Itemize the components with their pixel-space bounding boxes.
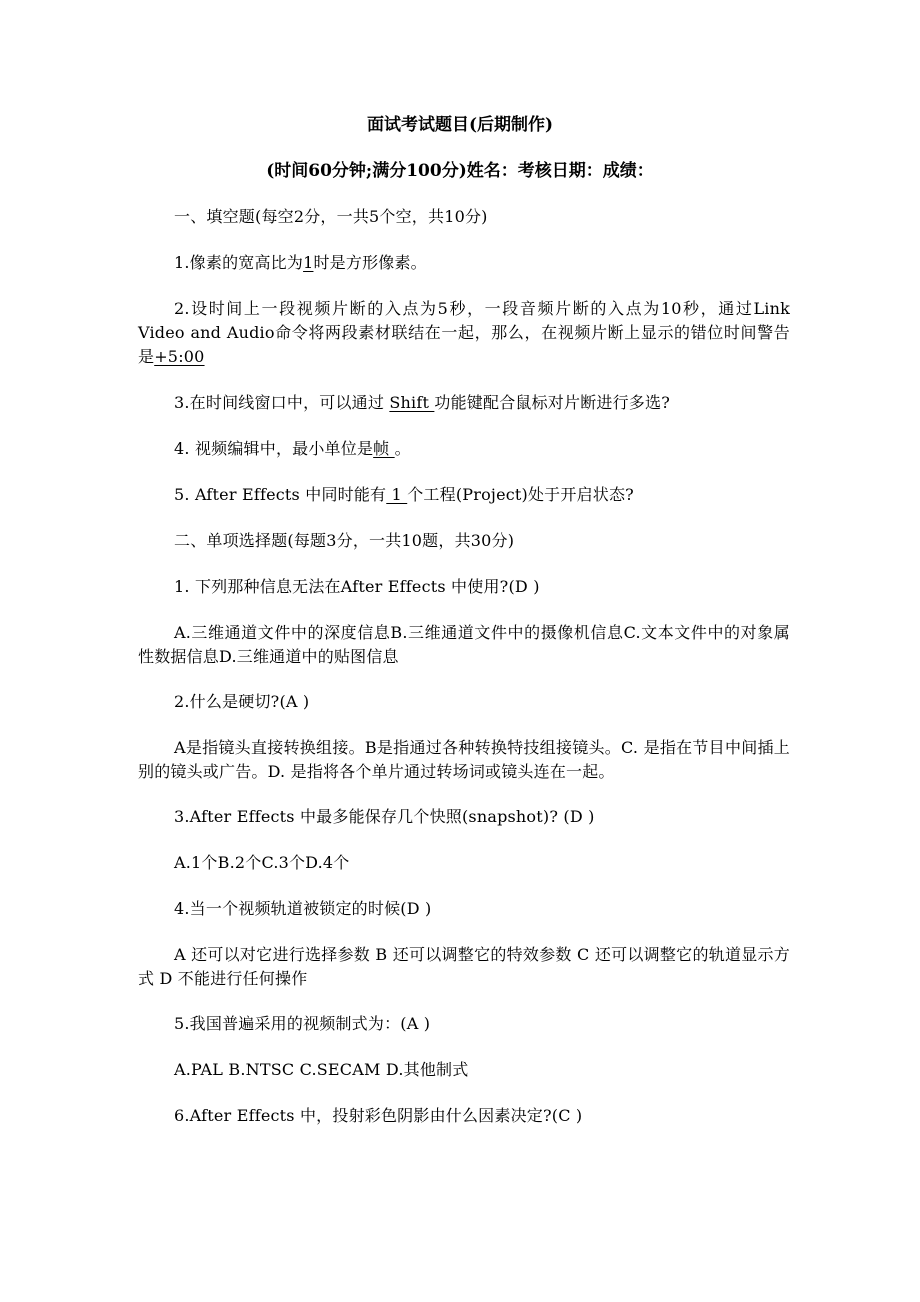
question-text: 3.在时间线窗口中，可以通过 [174, 393, 390, 412]
section2-heading: 二、单项选择题(每题3分，一共10题，共30分) [174, 531, 515, 550]
choice-question-2: 2.什么是硬切?(A ) [174, 692, 310, 711]
section1-heading: 一、填空题(每空2分，一共5个空，共10分) [174, 207, 488, 226]
answer-blank: +5:00 [154, 347, 205, 366]
question-text: 4. 视频编辑中，最小单位是 [174, 439, 374, 458]
document-title: 面试考试题目(后期制作) [366, 115, 554, 135]
choice-question-6: 6.After Effects 中，投射彩色阴影由什么因素决定?(C ) [174, 1106, 583, 1125]
options-text: A是指镜头直接转换组接。B是指通过各种转换特技组接镜头。C. 是指在节目中间插上别的镜头或广告。D. 是指将各个单片通过转场词或镜头连在一起。 [138, 738, 790, 781]
choice-options-4 [138, 943, 790, 991]
question-text: 时是方形像素。 [313, 253, 427, 272]
question-text: 1.像素的宽高比为 [174, 253, 304, 272]
question-text: 个工程(Project)处于开启状态? [407, 485, 634, 504]
question-text: 5. After Effects 中同时能有 [174, 485, 387, 504]
fill-question-1 [174, 251, 427, 275]
choice-options-5: A.PAL B.NTSC C.SECAM D.其他制式 [174, 1060, 469, 1079]
fill-question-3 [174, 391, 670, 415]
choice-question-1: 1. 下列那种信息无法在After Effects 中使用?(D ) [174, 577, 540, 596]
choice-options-1 [138, 621, 790, 669]
choice-options-3: A.1个B.2个C.3个D.4个 [174, 853, 350, 872]
document-subtitle: (时间60分钟;满分100分)姓名：考核日期：成绩： [266, 161, 654, 181]
answer-blank: 帧 [373, 439, 395, 458]
question-text: 。 [394, 439, 411, 458]
options-text: A.三维通道文件中的深度信息B.三维通道文件中的摄像机信息C.文本文件中的对象属性数据信息D.三维通道中的贴图信息 [138, 623, 790, 666]
fill-question-2 [138, 297, 790, 369]
choice-question-4: 4.当一个视频轨道被锁定的时候(D ) [174, 899, 432, 918]
choice-options-2 [138, 736, 790, 784]
answer-blank: 1 [386, 485, 408, 504]
fill-question-4 [174, 437, 411, 461]
choice-question-3: 3.After Effects 中最多能保存几个快照(snapshot)? (D ) [174, 807, 595, 826]
fill-question-5 [174, 483, 634, 507]
question-text: 2.设时间上一段视频片断的入点为5秒，一段音频片断的入点为10秒，通过Link Video and Audio命令将两段素材联结在一起，那么，在视频片断上显示的错位时间警告是 [138, 299, 790, 366]
choice-question-5: 5.我国普遍采用的视频制式为：(A ) [174, 1014, 431, 1033]
options-text: A 还可以对它进行选择参数 B 还可以调整它的特效参数 C 还可以调整它的轨道显示方式 D 不能进行任何操作 [138, 945, 790, 988]
answer-blank: Shift [389, 393, 435, 412]
question-text: 功能键配合鼠标对片断进行多选? [434, 393, 670, 412]
answer-blank: 1 [303, 253, 314, 272]
